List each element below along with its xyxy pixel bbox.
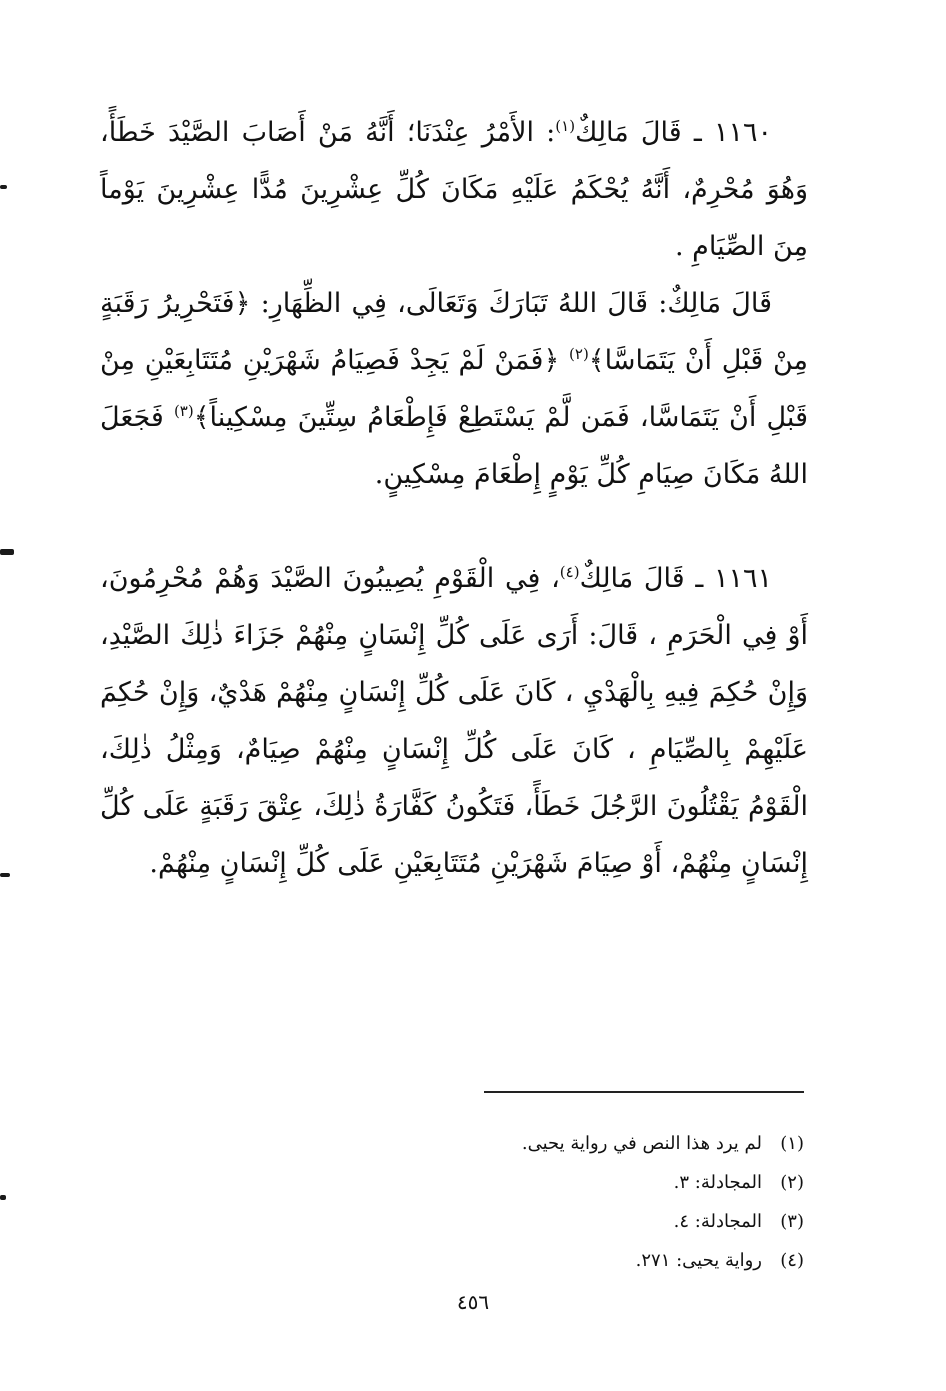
footnote-1 bbox=[400, 1124, 804, 1163]
footnote-3 bbox=[400, 1202, 804, 1241]
paragraph-1161 bbox=[100, 550, 808, 892]
paragraph-text: ، فِي الْقَوْمِ يُصِيبُونَ الصَّيْدَ وَهُمْ مُحْرِمُونَ، أَوْ فِي الْحَرَمِ ، قَالَ: أَرَى عَلَى كُلِّ إِنْسَانٍ مِنْهُمْ جَزَاءَ ذٰلِكَ الصَّيْدِ، وَإِنْ حُكِمَ فِيهِ بِالْهَدْيِ ، كَانَ عَلَى كُلِّ إِنْسَانٍ مِنْهُمْ هَدْيٌ، وَإِنْ حُكِمَ عَلَيْهِمْ بِالصِّيَامِ ، كَانَ عَلَى كُلِّ إِنْسَانٍ مِنْهُمْ صِيَامٌ، وَمِثْلُ ذٰلِكَ، الْقَوْمُ يَقْتُلُونَ الرَّجُلَ خَطَأً، فَتَكُونُ كَفَّارَةُ ذٰلِكَ، عِتْقَ رَقَبَةٍ عَلَى كُلِّ إِنْسَانٍ مِنْهُمْ، أَوْ صِيَامَ شَهْرَيْنِ مُتَتَابِعَيْنِ عَلَى كُلِّ إِنْسَانٍ مِنْهُمْ. bbox=[100, 563, 808, 879]
scan-edge-mark bbox=[0, 1195, 6, 1200]
footnote-number: (٣) bbox=[780, 1211, 804, 1232]
footnote-text: لم يرد هذا النص في رواية يحيى. bbox=[521, 1133, 762, 1154]
paragraph-text: ١١٦٠ ـ قَالَ مَالِكٌ bbox=[575, 117, 772, 148]
footnote-text: رواية يحيى: ٢٧١. bbox=[635, 1250, 762, 1271]
paragraph-text: : الأَمْرُ عِنْدَنَا؛ أَنَّهُ مَنْ أَصَابَ الصَّيْدَ خَطَأً، وَهُوَ مُحْرِمٌ، أَنَّهُ يُحْكَمُ عَلَيْهِ مَكَانَ كُلِّ عِشْرِينَ مُدًّا عِشْرِينَ يَوْماً مِنَ الصِّيَامِ . bbox=[100, 117, 808, 262]
page-number: ٤٥٦ bbox=[456, 1290, 490, 1314]
footnote-number: (١) bbox=[780, 1133, 804, 1154]
scan-edge-mark bbox=[0, 185, 7, 189]
paragraph-text: ١١٦١ ـ قَالَ مَالِكٌ bbox=[579, 563, 772, 594]
footnote-ref: (٣) bbox=[173, 402, 194, 420]
footnote-4 bbox=[400, 1241, 804, 1280]
scan-edge-mark bbox=[0, 873, 10, 877]
section-1160 bbox=[100, 104, 808, 503]
footnote-text: المجادلة: ٣. bbox=[673, 1172, 762, 1193]
footnote-ref: (٢) bbox=[569, 345, 589, 363]
footnote-ref: (١) bbox=[555, 117, 576, 135]
footnotes bbox=[400, 1124, 804, 1280]
paragraph-text: قَالَ مَالِكٌ: قَالَ اللهُ تَبَارَكَ وَتَعَالَى، فِي الظِّهَارِ: ﴿فَتَحْرِيرُ رَقَبَةٍ مِنْ قَبْلِ أَنْ يَتَمَاسَّا﴾ bbox=[100, 288, 809, 376]
footnote-number: (٢) bbox=[780, 1172, 804, 1193]
paragraph-text: فَجَعَلَ اللهُ مَكَانَ صِيَامِ كُلِّ يَوْمٍ إِطْعَامَ مِسْكِينٍ. bbox=[100, 402, 808, 490]
footnote-number: (٤) bbox=[780, 1250, 804, 1271]
scan-edge-mark bbox=[0, 549, 14, 555]
footnote-text: المجادلة: ٤. bbox=[673, 1211, 762, 1232]
footnote-divider bbox=[484, 1091, 804, 1093]
paragraph-zihar bbox=[100, 275, 808, 503]
footnote-2 bbox=[400, 1163, 804, 1202]
paragraph-text: ﴿فَمَنْ لَمْ يَجِدْ فَصِيَامُ شَهْرَيْنِ مُتَتَابِعَيْنِ مِنْ قَبْلِ أَنْ يَتَمَاسَّا، فَمَن لَّمْ يَسْتَطِعْ فَإِطْعَامُ سِتِّينَ مِسْكِيناً﴾ bbox=[100, 345, 808, 433]
paragraph-1160 bbox=[100, 104, 808, 275]
section-1161 bbox=[100, 550, 808, 892]
footnote-ref: (٤) bbox=[559, 563, 580, 581]
